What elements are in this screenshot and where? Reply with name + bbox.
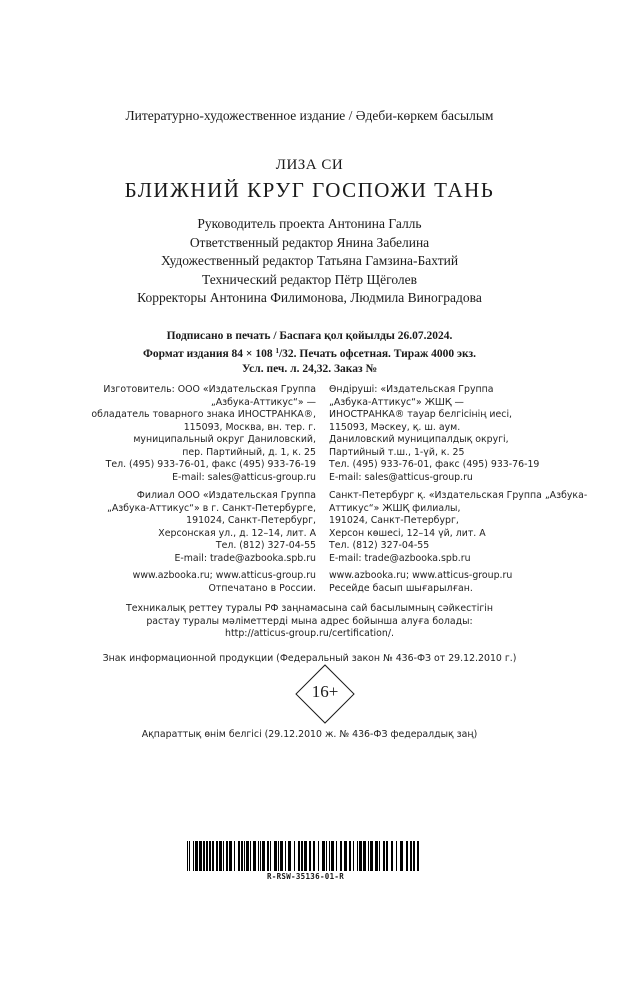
barcode-bar	[386, 841, 388, 871]
web-kz-links: www.azbooka.ru; www.atticus-group.ru	[329, 570, 513, 581]
branch-ru-line: Тел. (812) 327-04-55	[215, 540, 316, 551]
barcode-bar	[203, 841, 205, 871]
sheets-line: Усл. печ. л. 24,32. Заказ №	[241, 363, 378, 375]
barcode-bar	[262, 841, 265, 871]
credit-responsible-editor: Ответственный редактор Янина Забелина	[189, 234, 430, 250]
manufacturer-kz-line: 115093, Мәскеу, қ. ш. аум.	[329, 421, 461, 433]
certification-url: http://atticus-group.ru/certification/.	[225, 628, 394, 639]
credit-proofreaders: Корректоры Антонина Филимонова, Людмила Виноградова	[137, 290, 482, 305]
barcode-bar	[258, 841, 259, 871]
barcode-bar	[344, 841, 347, 871]
barcode-bar	[336, 841, 337, 871]
branch-ru-line: E-mail: trade@azbooka.spb.ru	[174, 552, 316, 564]
barcode-bar	[370, 841, 373, 871]
credit-art-editor: Художественный редактор Татьяна Гамзина-Бахтий	[160, 253, 459, 268]
barcode-bar	[226, 841, 228, 871]
barcode-bar	[250, 841, 251, 871]
printed-in-russia: Отпечатано в России.	[208, 582, 316, 594]
age-rating-badge	[295, 664, 355, 724]
barcode	[187, 841, 424, 871]
credit-tech-editor: Технический редактор Пётр Щёголев	[201, 271, 418, 287]
barcode-bar	[285, 841, 286, 871]
barcode-bar	[417, 841, 419, 871]
web-ru-links: www.azbooka.ru; www.atticus-group.ru	[132, 570, 316, 581]
manufacturer-ru-line: Тел. (495) 933-76-01, факс (495) 933-76-19	[105, 459, 316, 470]
branch-ru-line: Херсонская ул., д. 12–14, лит. А	[158, 527, 316, 539]
branch-kz	[329, 490, 587, 565]
branch-ru-line: „Азбука-Аттикус“» в г. Санкт-Петербурге,	[106, 502, 316, 514]
barcode-bar	[209, 841, 211, 871]
barcode-bar	[304, 841, 307, 871]
barcode-bar	[189, 841, 190, 871]
barcode-bar	[280, 841, 283, 871]
manufacturer-ru-line: E-mail: sales@atticus-group.ru	[172, 471, 316, 483]
barcode-bar	[238, 841, 240, 871]
barcode-bar	[359, 841, 362, 871]
branch-kz-line: Санкт-Петербург қ. «Издательская Группа „Азбука-	[329, 490, 588, 501]
book-author: ЛИЗА СИ	[275, 157, 344, 173]
barcode-bar	[396, 841, 397, 871]
info-sign-kz: Ақпараттық өнім белгісі (29.12.2010 ж. № 436-ФЗ федералдық заң)	[141, 729, 478, 740]
barcode-bar	[253, 841, 256, 871]
barcode-bar	[278, 841, 279, 871]
manufacturer-kz-line: Тел. (495) 933-76-01, факс (495) 933-76-19	[329, 459, 540, 470]
branch-kz-line: Аттикус“» ЖШҚ филиалы,	[329, 502, 461, 514]
manufacturer-kz-line: ИНОСТРАНКА® тауар белгісінің иесі,	[329, 409, 513, 420]
manufacturer-ru	[91, 384, 316, 484]
format-sup: 1	[275, 347, 279, 355]
barcode-bar	[229, 841, 232, 871]
info-sign-ru: Знак информационной продукции (Федеральный закон № 436-ФЗ от 29.12.2010 г.)	[102, 653, 517, 664]
book-title: БЛИЖНИЙ КРУГ ГОСПОЖИ ТАНЬ	[124, 178, 495, 202]
barcode-bar	[329, 841, 330, 871]
barcode-bar	[331, 841, 334, 871]
barcode-bar	[244, 841, 245, 871]
branch-ru-line: 191024, Санкт-Петербург,	[186, 515, 316, 526]
manufacturer-ru-line: Изготовитель: ООО «Издательская Группа	[103, 384, 316, 395]
barcode-bar	[410, 841, 412, 871]
branch-ru	[107, 490, 316, 565]
tech-regulation-line: растау туралы мәліметтерді мына адрес бойынша алуға болады:	[146, 615, 473, 627]
barcode-bar	[368, 841, 369, 871]
barcode-bar	[322, 841, 325, 871]
barcode-bar	[195, 841, 198, 871]
barcode-bar	[301, 841, 303, 871]
manufacturer-ru-line: „Азбука-Аттикус“» —	[210, 396, 316, 408]
branch-kz-line: Тел. (812) 327-04-55	[329, 540, 430, 551]
edition-type: Литературно-художественное издание / Әдеби-көркем басылым	[125, 108, 494, 123]
barcode-bar	[383, 841, 385, 871]
branch-ru-line: Филиал ООО «Издательская Группа	[136, 490, 316, 501]
barcode-bar	[241, 841, 243, 871]
signed-to-print: Подписано в печать / Баспаға қол қойылды 26.07.2024.	[166, 330, 453, 342]
barcode-bar	[270, 841, 271, 871]
barcode-bar	[406, 841, 408, 871]
tech-regulation-line: Техникалық реттеу туралы РФ заңнамасына сай басылымның сәйкестігін	[125, 603, 493, 614]
age-rating: 16+	[311, 682, 339, 701]
barcode-bar	[187, 841, 188, 871]
barcode-bar	[274, 841, 277, 871]
web-kz	[329, 570, 512, 595]
manufacturer-kz-line: Партийный т.ш., 1-үй, к. 25	[329, 446, 465, 458]
web-ru	[133, 570, 316, 595]
barcode-bar	[294, 841, 295, 871]
barcode-bar	[298, 841, 300, 871]
barcode-bar	[375, 841, 378, 871]
format-post: /32. Печать офсетная. Тираж 4000 экз.	[278, 348, 476, 360]
manufacturer-ru-line: пер. Партийный, д. 1, к. 25	[182, 446, 316, 458]
barcode-bar	[379, 841, 380, 871]
manufacturer-kz-line: „Азбука-Аттикус“» ЖШҚ —	[329, 396, 464, 408]
barcode-bar	[199, 841, 202, 871]
manufacturer-ru-line: муниципальный округ Даниловский,	[133, 434, 316, 445]
barcode-bar	[246, 841, 249, 871]
barcode-bar	[357, 841, 358, 871]
manufacturer-kz-line: Өндіруші: «Издательская Группа	[329, 384, 494, 395]
barcode-bar	[288, 841, 291, 871]
barcode-bar	[340, 841, 342, 871]
format-line	[0, 344, 619, 362]
manufacturer-kz-line: Даниловский муниципалдық округі,	[329, 434, 509, 445]
barcode-bar	[267, 841, 269, 871]
barcode-bar	[363, 841, 366, 871]
credit-project-lead: Руководитель проекта Антонина Галль	[197, 216, 422, 231]
branch-kz-line: E-mail: trade@azbooka.spb.ru	[329, 552, 471, 564]
manufacturer-ru-line: 115093, Москва, вн. тер. г.	[183, 421, 316, 433]
barcode-bar	[349, 841, 351, 871]
branch-kz-line: 191024, Санкт-Петербург,	[329, 515, 459, 526]
barcode-bar	[193, 841, 194, 871]
barcode-bar	[313, 841, 315, 871]
barcode-bar	[353, 841, 354, 871]
barcode-bar	[223, 841, 224, 871]
barcode-bar	[309, 841, 311, 871]
printed-in-russia-kz: Ресейде басып шығарылған.	[329, 582, 473, 594]
print-info	[0, 329, 619, 377]
barcode-bar	[326, 841, 327, 871]
tech-regulation	[0, 603, 619, 641]
barcode-bar	[413, 841, 415, 871]
barcode-bar	[318, 841, 319, 871]
barcode-bar	[219, 841, 222, 871]
branch-kz-line: Херсон көшесі, 12–14 үй, лит. А	[329, 527, 486, 539]
manufacturer-ru-line: обладатель товарного знака ИНОСТРАНКА®,	[91, 409, 316, 420]
credits-block	[0, 215, 619, 308]
manufacturer-kz-line: E-mail: sales@atticus-group.ru	[329, 471, 473, 483]
barcode-bar	[212, 841, 214, 871]
barcode-bar	[216, 841, 218, 871]
barcode-bar	[400, 841, 403, 871]
format-pre: Формат издания 84 × 108	[143, 348, 276, 360]
barcode-text: R-RSW-35136-01-R	[266, 872, 345, 881]
barcode-bar	[234, 841, 235, 871]
barcode-bar	[260, 841, 261, 871]
barcode-bar	[206, 841, 208, 871]
manufacturer-kz	[329, 384, 539, 484]
barcode-bar	[391, 841, 393, 871]
